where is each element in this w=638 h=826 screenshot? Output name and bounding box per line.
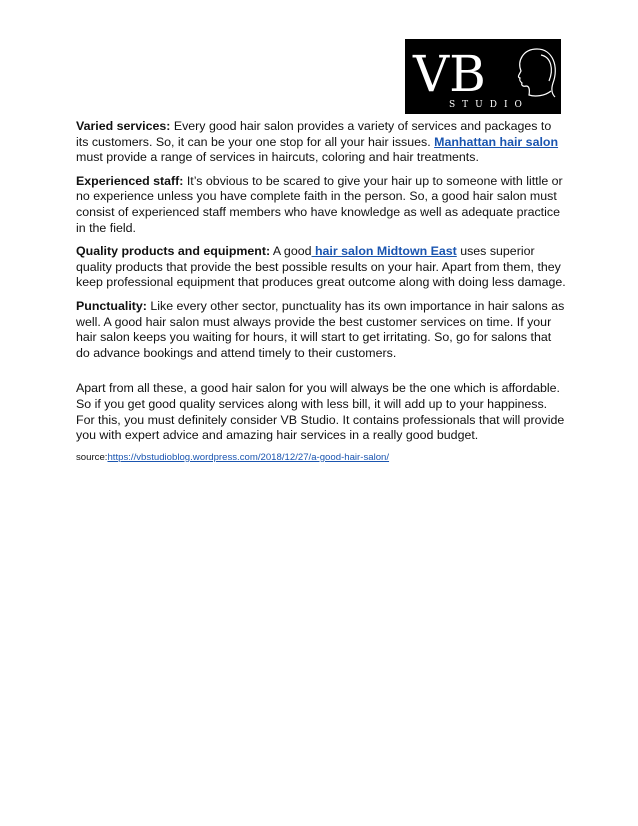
- quality-text-2: uses superior quality products that provide the best possible results on your hair. Apart from them, they keep professional equipment that produces great outcome along with doing less damage.: [76, 244, 566, 290]
- hair-salon-midtown-east-link[interactable]: hair salon Midtown East: [311, 244, 457, 259]
- closing-text: Apart from all these, a good hair salon for you will always be the one which is affordable. So if you get good quality services along with less bill, it will add up to your happiness. For this, you must definitely consider VB Studio. It contains professionals that will provide you with expert advice and amazing hair services in a really good budget.: [76, 381, 565, 443]
- services-text-2: must provide a range of services in haircuts, coloring and hair treatments.: [76, 150, 479, 165]
- source-url-link[interactable]: https://vbstudioblog.wordpress.com/2018/12/27/a-good-hair-salon/: [107, 451, 390, 463]
- punctuality-text-1: Like every other sector, punctuality has its own importance in hair salons as well. A good hair salon must always provide the best customer services on time. If your hair salon keeps you waiting for hours, it will start to get irritating. So, go for salons that do advance bookings and attend timely to their customers.: [76, 298, 565, 360]
- heading-varied-services: Varied services:: [76, 119, 171, 133]
- heading-experienced-staff: Experienced staff:: [76, 173, 184, 188]
- paragraph-closing: [76, 381, 566, 443]
- services-text-1: Every good hair salon provides a variety of services and packages to its customers. So, it can be your one stop for all your hair issues.: [76, 119, 552, 149]
- logo-monogram: VB: [413, 45, 486, 103]
- article-body: [76, 119, 566, 472]
- paragraph-quality: [76, 244, 566, 291]
- staff-text-1: It’s obvious to be scared to give your hair up to someone with little or no experience unless you have complete faith in the person. So, a good hair salon must consist of experienced staff members who have knowledge as well as adequate practice in the field.: [76, 173, 563, 235]
- paragraph-punctuality: [76, 299, 566, 361]
- logo-graphic: [405, 39, 561, 114]
- logo-wordmark: STUDIO: [449, 100, 529, 110]
- source-label: source:: [76, 451, 108, 463]
- heading-punctuality: Punctuality:: [76, 298, 147, 313]
- paragraph-staff: [76, 174, 566, 236]
- source-line: [76, 452, 566, 464]
- manhattan-hair-salon-link[interactable]: Manhattan hair salon: [434, 134, 559, 149]
- woman-profile-icon: [518, 49, 555, 97]
- quality-text-1: A good: [270, 244, 312, 259]
- heading-quality-products: Quality products and equipment:: [76, 244, 271, 259]
- vb-studio-logo: [405, 39, 561, 114]
- paragraph-services: [76, 119, 566, 166]
